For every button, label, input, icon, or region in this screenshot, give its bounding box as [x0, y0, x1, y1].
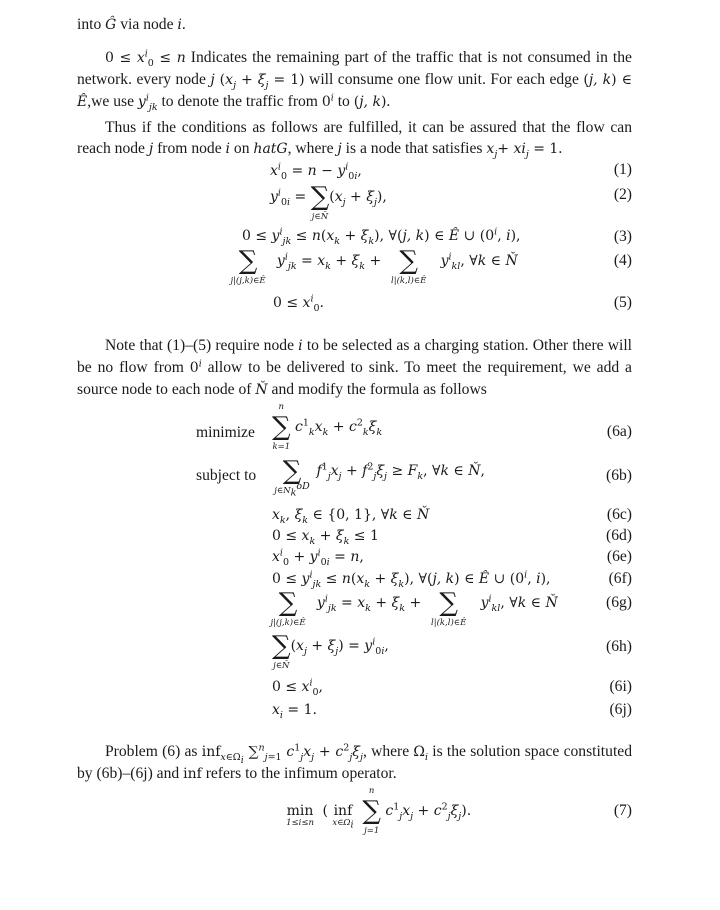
paragraph-note: [77, 335, 632, 401]
math-inline: $\Omega_i$: [413, 744, 429, 763]
math-j: j: [148, 141, 154, 157]
subject-to-label: subject to: [196, 467, 257, 484]
math-inline: j $(x_j + \xi_j = 1)$: [210, 72, 305, 91]
equation-3: $0 \le y^i_{jk} \le n(x_k + \xi_k)$, ∀(j, k) ∈ Ê ∪ (0$^i$, i),: [242, 226, 521, 247]
math-N-hat: Ň: [255, 382, 268, 398]
text-run: refers to the infimum operator.: [201, 765, 397, 782]
text-run: Indicates the remaining part of the traffic that is not consumed in the network. every node: [77, 49, 632, 88]
equation-number: (6b): [606, 467, 632, 484]
equation-6c: $x_k$, $\xi_k$ ∈ {0, 1}, ∀k ∈ Ň: [272, 507, 430, 526]
text-run: .: [181, 16, 186, 33]
equation-4: ∑ j|(j,k)∈Ê $y^i_{jk} = x_k + \xi_k$ + ∑ l|(k,l)∈Ê $y^i_{kl}$, ∀k ∈ Ň: [230, 246, 518, 286]
math-hatG: hatG: [253, 141, 288, 157]
text-run: from node: [153, 140, 226, 157]
math-inline: $0 \le x^i_0 \le n$: [105, 48, 186, 69]
equation-number: (6h): [606, 638, 632, 655]
text-run: is a node that satisfies: [341, 140, 487, 157]
text-run: on: [230, 140, 254, 157]
equation-number: (6c): [606, 506, 632, 523]
equation-number: (6i): [609, 678, 632, 695]
minimize-label: minimize: [196, 424, 255, 441]
equation-6g: ∑ j|(j,k)∈Ê $y^i_{jk} = x_k + \xi_k$ + ∑ l|(k,l)∈Ê $y^i_{kl}$, ∀k ∈ Ň: [270, 588, 558, 628]
text-run: Thus if the conditions as follows are fulfilled, it can be assured that the flow can reach node: [77, 119, 632, 157]
equation-number: (1): [613, 161, 632, 178]
text-run: .: [386, 93, 391, 110]
math-inline: inf$_{x\in\Omega_i}$ ∑$^n_{j=1}$ $c^1_jx_j + c^2_j\xi_j$: [201, 742, 363, 766]
math-inline: 0$^i$: [321, 92, 334, 110]
text-run: , where: [362, 743, 414, 760]
text-run: will consume one flow unit. For each edge: [304, 71, 584, 88]
equation-6b: ∑ $j\in N_k^{oD}$ $f^1_jx_j + f^2_j\xi_j \ge F_k$, ∀k ∈ Ň,: [274, 456, 485, 499]
math-j: j: [337, 141, 342, 157]
equation-6d: $0 \le x_k + \xi_k \le 1$: [272, 528, 379, 547]
text-run: to denote the traffic from: [157, 93, 322, 110]
equation-number: (6e): [606, 548, 632, 565]
math-i: i: [177, 17, 182, 33]
math-inline: $y^i_{jk}$: [137, 92, 158, 113]
text-run: to: [333, 93, 354, 110]
equation-6h: ∑ j∈Ň $(x_j + \xi_j) = y^i_{0i}$,: [272, 631, 389, 671]
math-G-hat: Ĝ: [105, 17, 117, 33]
equation-number: (6f): [608, 570, 632, 587]
math-inline: (j, k) ∈ Ê: [77, 72, 632, 110]
equation-number: (6j): [609, 701, 632, 718]
equation-number: (4): [613, 252, 632, 269]
equation-number: (2): [613, 186, 632, 203]
paragraph-intro: [77, 14, 632, 36]
equation-5: $0 \le x^i_0$.: [273, 293, 324, 314]
equation-number: (5): [613, 294, 632, 311]
equation-6e: $x^i_0 + y^i_{0i} = n$,: [272, 547, 364, 568]
paragraph-conditions: [77, 117, 632, 160]
equation-6j: $x_i = 1$.: [272, 702, 317, 721]
paragraph-remaining-traffic: [77, 47, 632, 113]
math-inline: (j, k): [353, 94, 387, 110]
text-run: Problem (6) as: [105, 743, 202, 760]
math-inline: 0$^i$: [189, 358, 202, 376]
text-run: .: [558, 140, 563, 157]
equation-number: (6g): [606, 594, 632, 611]
equation-7: min 1≤i≤n ( inf $x\in\Omega_i$ n ∑ j=1 $c^1_jx_j + c^2_j\xi_j$).: [286, 786, 472, 836]
equation-number: (7): [613, 802, 632, 819]
paragraph-problem: [77, 741, 632, 785]
equation-1: $x^i_0 = n - y^i_{0i}$,: [270, 161, 362, 182]
text-run: and modify the formula as follows: [267, 381, 487, 398]
text-run: via node: [116, 16, 178, 33]
equation-6i: $0 \le x^i_0$,: [272, 677, 323, 698]
text-run: to be selected as a charging station. Other there will be no flow from: [77, 337, 632, 376]
text-run: allow to be delivered to sink. To meet the requirement, we add a source node to each node of: [77, 359, 632, 398]
equation-number: (6a): [606, 423, 632, 440]
equation-number: (6d): [606, 527, 632, 544]
math-i: i: [225, 141, 231, 157]
equation-6f: $0 \le y^i_{jk} \le n(x_k + \xi_k)$, ∀(j, k) ∈ Ê ∪ (0$^i$, i),: [272, 569, 551, 590]
math-i: i: [298, 338, 303, 354]
equation-number: (3): [613, 228, 632, 245]
math-inline: $x_j+ xi_j = 1$: [486, 141, 559, 160]
text-run: into: [77, 16, 106, 33]
text-run: is the solution space constituted by (6b)–(6j) and: [77, 743, 632, 782]
equation-6a: n ∑ k=1 $c^1_kx_k + c^2_k\xi_k$: [272, 402, 383, 452]
text-run: ,we use: [87, 93, 138, 110]
text-run: , where: [287, 140, 338, 157]
equation-2: $y^i_{0i}$ = ∑ j∈Ň $(x_j + \xi_j)$,: [270, 182, 387, 222]
text-run: Note that (1)–(5) require node: [105, 337, 299, 354]
math-inf: inf: [183, 766, 202, 782]
